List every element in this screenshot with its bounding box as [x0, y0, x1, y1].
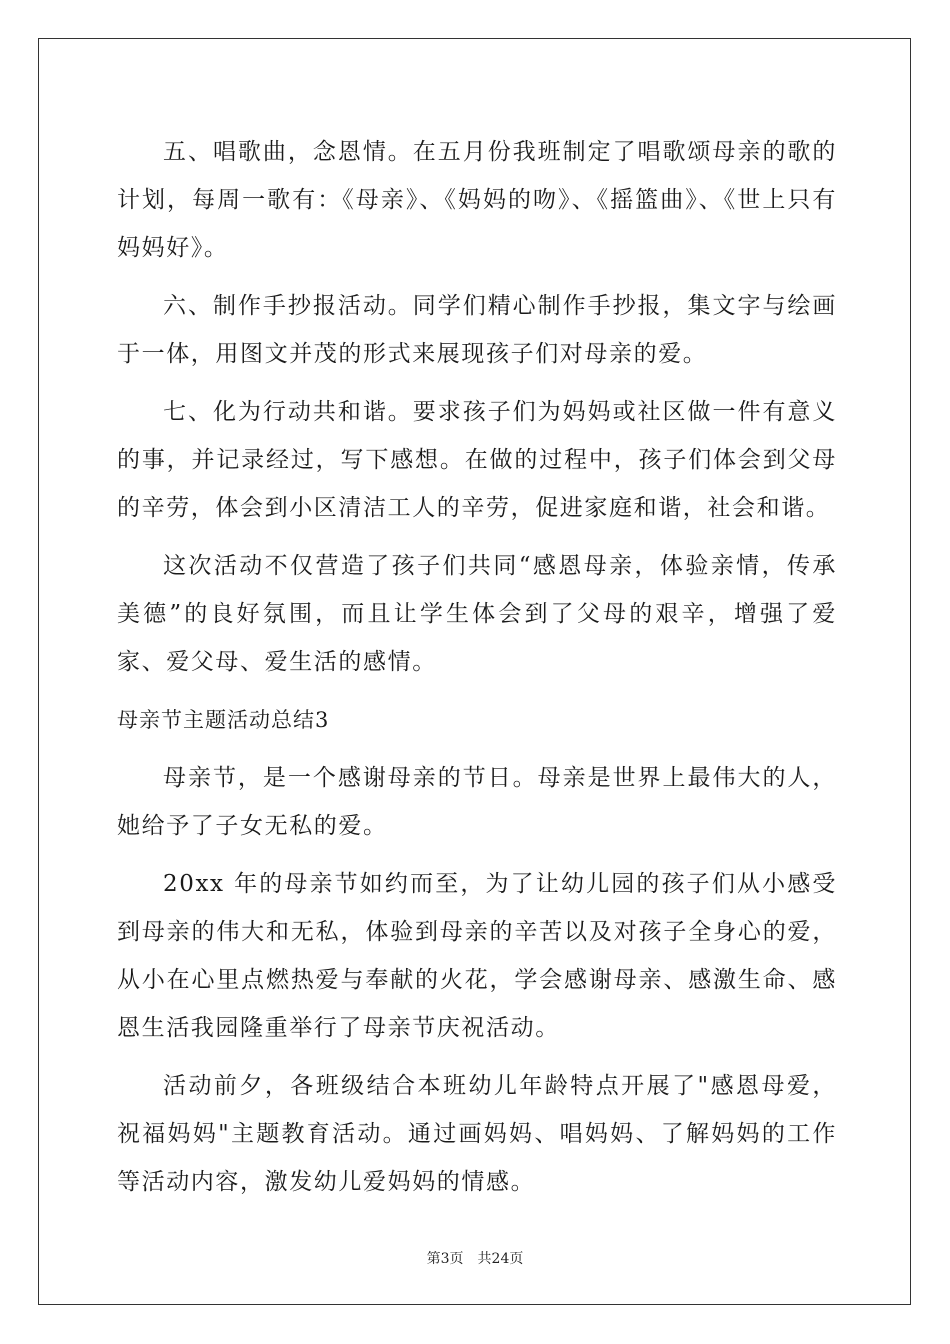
paragraph-activity-summary: 这次活动不仅营造了孩子们共同“感恩母亲，体验亲情，传承美德”的良好氛围，而且让学生体会到了父母的艰辛，增强了爱家、爱父母、爱生活的感情。	[117, 553, 837, 675]
paragraph-kindergarten-celebration: 20xx 年的母亲节如约而至，为了让幼儿园的孩子们从小感受到母亲的伟大和无私，体验到母亲的辛苦以及对孩子全身心的爱，从小在心里点燃热爱与奉献的火花，学会感谢母亲、感激生命、感恩生活我园隆重举行了母亲节庆祝活动。	[117, 871, 837, 1041]
paragraph-mothers-day-intro: 母亲节，是一个感谢母亲的节日。母亲是世界上最伟大的人，她给予了子女无私的爱。	[117, 765, 837, 839]
paragraph-class-activities: 活动前夕，各班级结合本班幼儿年龄特点开展了"感恩母爱，祝福妈妈"主题教育活动。通过画妈妈、唱妈妈、了解妈妈的工作等活动内容，激发幼儿爱妈妈的情感。	[117, 1073, 837, 1195]
paragraph-song-plan: 五、唱歌曲，念恩情。在五月份我班制定了唱歌颂母亲的歌的计划，每周一歌有：《母亲》、《妈妈的吻》、《摇篮曲》、《世上只有妈妈好》。	[117, 139, 837, 261]
page-number-footer: 第3页 共24页	[426, 1251, 524, 1267]
paragraph-handmade-newspaper: 六、制作手抄报活动。同学们精心制作手抄报，集文字与绘画于一体，用图文并茂的形式来展现孩子们对母亲的爱。	[117, 293, 837, 367]
paragraph-action-harmony: 七、化为行动共和谐。要求孩子们为妈妈或社区做一件有意义的事，并记录经过，写下感想。在做的过程中，孩子们体会到父母的辛劳，体会到小区清洁工人的辛劳，促进家庭和谐，社会和谐。	[117, 399, 837, 521]
section-heading: 母亲节主题活动总结3	[117, 708, 330, 732]
document-body	[117, 128, 837, 1216]
